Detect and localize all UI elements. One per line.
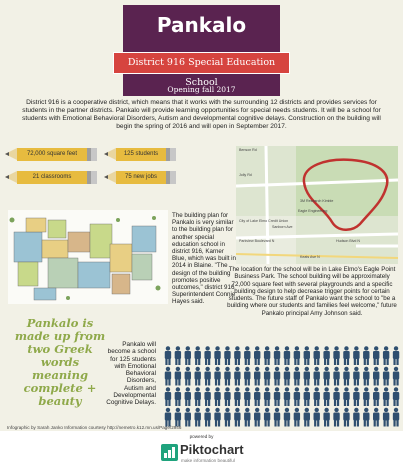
person-icon — [314, 387, 320, 406]
subtitle: District 916 Special Education School — [127, 57, 276, 88]
person-icon — [383, 387, 389, 406]
person-icon — [343, 367, 349, 386]
person-icon — [234, 367, 240, 386]
piktochart-logo-icon — [161, 444, 178, 461]
person-icon — [363, 387, 369, 406]
stat-students: 125 students — [123, 151, 159, 157]
person-icon — [234, 387, 240, 406]
subtitle-band — [113, 52, 290, 88]
person-icon — [165, 387, 171, 406]
person-icon — [373, 408, 379, 427]
person-icon — [343, 408, 349, 427]
person-icon — [294, 387, 300, 406]
person-icon — [323, 408, 329, 427]
person-icon — [383, 367, 389, 386]
pencil-classrooms — [17, 171, 97, 184]
person-icon — [373, 346, 379, 365]
person-icon — [294, 346, 300, 365]
person-icon — [294, 408, 300, 427]
person-icon — [284, 408, 290, 427]
person-icon — [264, 346, 270, 365]
person-icon — [383, 346, 389, 365]
person-icon — [314, 367, 320, 386]
person-icon — [195, 387, 201, 406]
person-icon — [343, 346, 349, 365]
person-icon — [304, 367, 310, 386]
location-map — [236, 146, 398, 264]
stat-jobs: 75 new jobs — [124, 174, 158, 180]
map-label-benson: Benson Rd — [239, 148, 257, 152]
powered-by: powered by — [189, 434, 214, 439]
person-icon — [175, 408, 181, 427]
person-icon — [304, 408, 310, 427]
pencil-jobs — [116, 171, 176, 184]
pencil-students — [116, 148, 176, 161]
person-icon — [195, 408, 201, 427]
opening-date: Opening fall 2017 — [167, 85, 236, 94]
person-icon — [323, 346, 329, 365]
person-icon — [304, 346, 310, 365]
person-icon — [274, 367, 280, 386]
person-icon — [284, 367, 290, 386]
person-icon — [294, 367, 300, 386]
person-icon — [254, 346, 260, 365]
person-icon — [185, 367, 191, 386]
person-icon — [363, 367, 369, 386]
person-icon — [333, 346, 339, 365]
person-icon — [234, 408, 240, 427]
pencil-square-feet — [17, 148, 97, 161]
people-icon-grid — [163, 345, 401, 427]
students-paragraph: Pankalo will become a school for 125 students with Emotional Behavioral Disorders, Autism and Developmental Cognitive Delays. — [106, 341, 156, 407]
person-icon — [244, 367, 250, 386]
person-icon — [165, 367, 171, 386]
person-icon — [214, 408, 220, 427]
person-icon — [224, 387, 230, 406]
person-icon — [224, 408, 230, 427]
footer — [0, 431, 403, 475]
person-icon — [284, 387, 290, 406]
person-icon — [254, 367, 260, 386]
map-label-sanborn: Sanborn Ave — [272, 225, 293, 229]
person-icon — [175, 346, 181, 365]
person-icon — [353, 367, 359, 386]
person-icon — [185, 387, 191, 406]
person-icon — [363, 408, 369, 427]
person-icon — [195, 367, 201, 386]
person-icon — [185, 408, 191, 427]
person-icon — [274, 346, 280, 365]
person-icon — [323, 387, 329, 406]
person-icon — [393, 367, 399, 386]
map-label-parkview: Parkview Boulevard N — [239, 239, 275, 243]
stat-classrooms: 21 classrooms — [32, 174, 72, 180]
person-icon — [204, 408, 210, 427]
person-icon — [204, 367, 210, 386]
person-icon — [214, 367, 220, 386]
person-icon — [165, 346, 171, 365]
person-icon — [274, 408, 280, 427]
intro-paragraph: District 916 is a cooperative district, which means that it works with the surrounding 12 districts and provides services for students in the partner districts. Pankalo will provide learning opportunities for special needs students. It will be a school for students with Emotional Behavioral Disorders, Autism and developmental cognitive delays. Construction on the building will begin the spring of 2016 and will open in September 2017. — [22, 99, 381, 130]
person-icon — [264, 367, 270, 386]
person-icon — [333, 408, 339, 427]
person-icon — [373, 387, 379, 406]
person-icon — [393, 387, 399, 406]
greek-quote: Pankalo is made up from two Greek words meaning complete + beauty — [14, 316, 106, 408]
person-icon — [383, 408, 389, 427]
person-icon — [323, 367, 329, 386]
person-icon — [224, 367, 230, 386]
person-icon — [333, 367, 339, 386]
map-label-hudson: Hudson Blvd N — [336, 239, 360, 243]
person-icon — [274, 387, 280, 406]
plan-paragraph: The building plan for Pankalo is very similar to the building plan for another special education school in district 916, Karner Blue, which was built in 2014 in Blaine. "The design of the building promotes positive outcomes," district 916 Superintendent Connie Hayes said. — [172, 212, 236, 306]
person-icon — [353, 346, 359, 365]
person-icon — [175, 387, 181, 406]
person-icon — [264, 408, 270, 427]
person-icon — [204, 346, 210, 365]
person-icon — [254, 387, 260, 406]
person-icon — [343, 387, 349, 406]
person-icon — [244, 408, 250, 427]
person-icon — [244, 387, 250, 406]
floor-plan-image — [8, 210, 168, 304]
person-icon — [224, 346, 230, 365]
person-icon — [363, 346, 369, 365]
person-icon — [234, 346, 240, 365]
person-icon — [393, 408, 399, 427]
brand-name: Piktochart — [180, 442, 244, 457]
person-icon — [214, 346, 220, 365]
credit-line: Infographic by Sarah Janko Information courtesy http://nemetro.k12.mn.us/Page/2946 — [7, 425, 182, 430]
person-icon — [393, 346, 399, 365]
person-icon — [175, 367, 181, 386]
person-icon — [333, 387, 339, 406]
stats-pencils — [0, 143, 180, 211]
stat-square-feet: 72,000 square feet — [26, 151, 78, 157]
map-label-jolly: Jolly Rd — [239, 173, 252, 177]
person-icon — [244, 346, 250, 365]
person-icon — [353, 408, 359, 427]
brand-tagline: make information beautiful — [181, 458, 235, 463]
header — [0, 0, 403, 100]
person-icon — [195, 346, 201, 365]
page-title: Pankalo — [156, 13, 247, 37]
person-icon — [204, 387, 210, 406]
person-icon — [254, 408, 260, 427]
map-label-keats: Keats Ave N — [300, 255, 320, 259]
person-icon — [373, 367, 379, 386]
person-icon — [185, 346, 191, 365]
location-paragraph: The location for the school will be in Lake Elmo's Eagle Point Business Park. The school building will be approximately 72,000 square feet with several playgrounds and a specific building design to help decrease trigger points for certain students. The future staff of Pankalo want the school to "be a building where our students and families feel welcome," future Pankalo principal Amy Johnson said. — [227, 266, 397, 317]
person-icon — [314, 408, 320, 427]
person-icon — [214, 387, 220, 406]
map-label-3m: 3M Research Kimble — [300, 199, 334, 203]
person-icon — [353, 387, 359, 406]
person-icon — [304, 387, 310, 406]
map-label-eagle: Eagle Engineering — [298, 209, 328, 213]
person-icon — [264, 387, 270, 406]
map-label-credit-union: City of Lake Elmo Credit Union — [239, 219, 289, 223]
person-icon — [314, 346, 320, 365]
person-icon — [165, 408, 171, 427]
person-icon — [284, 346, 290, 365]
